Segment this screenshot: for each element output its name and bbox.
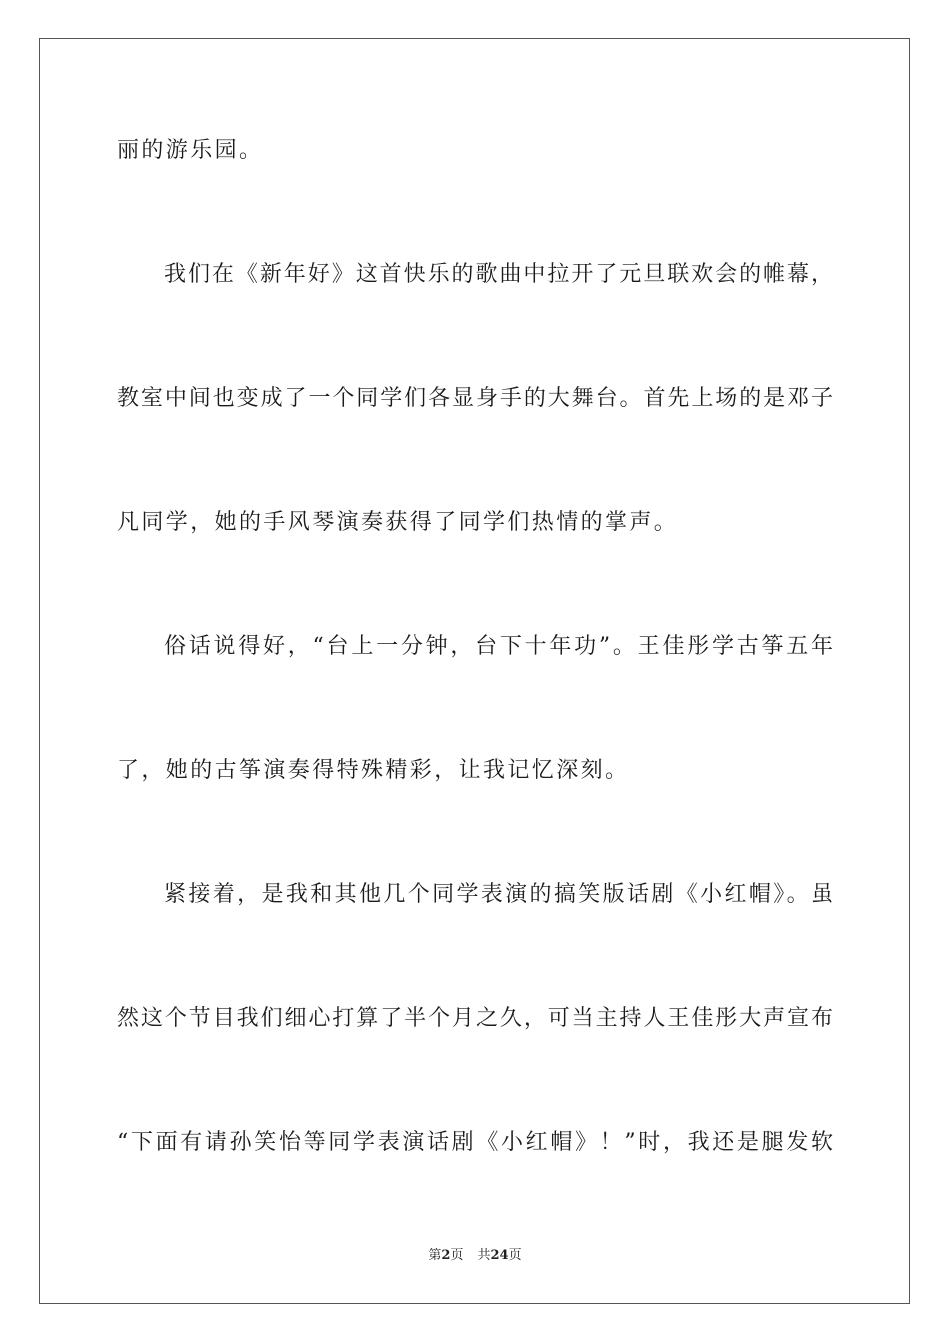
page-border [39,38,910,1304]
page-footer [0,1247,950,1265]
text-line-7: 紧接着，是我和其他几个同学表演的搞笑版话剧《小红帽》。虽 [164,882,833,907]
text-line-9: “下面有请孙笑怡等同学表演话剧《小红帽》！”时，我还是腿发软 [117,1130,833,1155]
page-number: 2 [441,1248,451,1263]
text-line-2: 我们在《新年好》这首快乐的歌曲中拉开了元旦联欢会的帷幕， [164,262,833,287]
page-prefix: 第 [428,1248,442,1263]
total-prefix: 共 [477,1248,491,1263]
text-line-1: 丽的游乐园。 [117,138,264,163]
total-pages-indicator [477,1247,521,1265]
page-indicator [428,1247,463,1265]
text-line-3: 教室中间也变成了一个同学们各显身手的大舞台。首先上场的是邓子 [117,386,833,411]
page-suffix: 页 [450,1248,464,1263]
text-line-8: 然这个节目我们细心打算了半个月之久，可当主持人王佳彤大声宣布 [117,1006,833,1031]
text-line-5: 俗话说得好，“台上一分钟，台下十年功”。王佳彤学古筝五年 [164,634,833,659]
total-pages: 24 [490,1248,509,1263]
text-line-6: 了，她的古筝演奏得特殊精彩，让我记忆深刻。 [117,758,630,783]
text-line-4: 凡同学，她的手风琴演奏获得了同学们热情的掌声。 [117,510,679,535]
total-suffix: 页 [508,1248,522,1263]
